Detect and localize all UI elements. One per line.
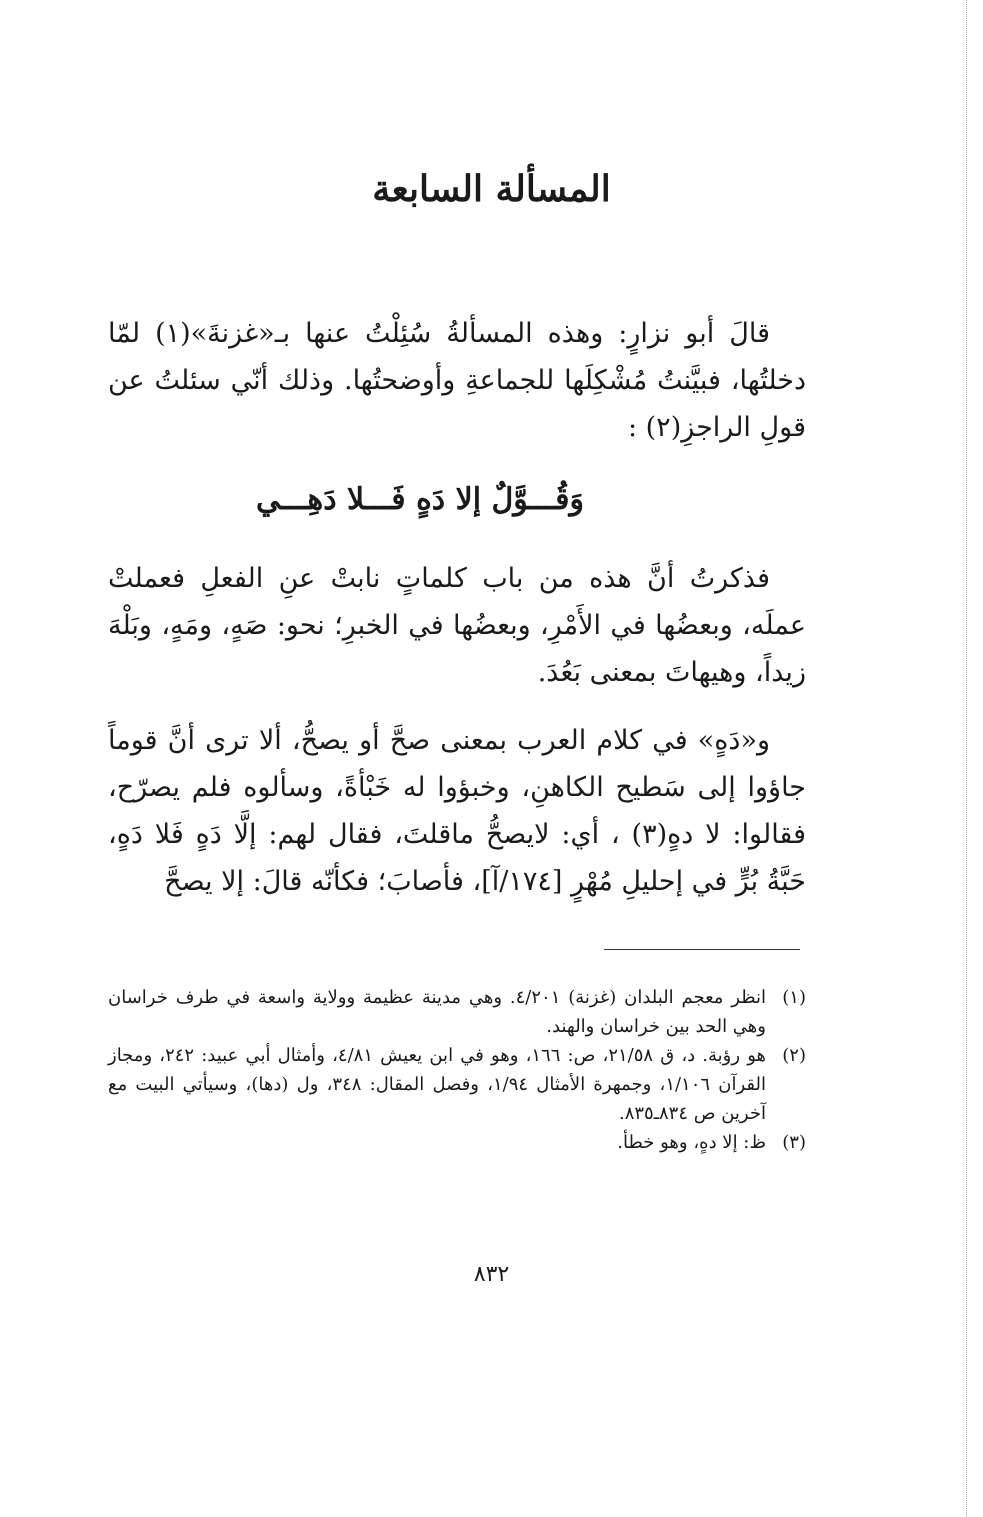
page-number: ٨٣٢ xyxy=(473,1262,510,1287)
footnotes xyxy=(108,983,806,1157)
footnote-number: (٢) xyxy=(782,1045,806,1066)
footnote-text: انظر معجم البلدان (غزنة) ٤/٢٠١. وهي مدينة عظيمة وولاية واسعة في طرف خراسان وهي الحد بين خراسان والهند. xyxy=(108,987,766,1037)
verse-line: وَقُـــوَّلٌ إلا دَهٍ فَـــلا دَهِـــي xyxy=(256,482,584,517)
footnote-text: ظ: إلا دهٍ، وهو خطأ. xyxy=(617,1132,766,1153)
footnote-1 xyxy=(108,983,806,1041)
page-edge-dotted-line xyxy=(966,0,967,1517)
chapter-title: المسألة السابعة xyxy=(372,168,611,210)
footnote-number: (٣) xyxy=(782,1132,806,1153)
footnote-3 xyxy=(108,1128,806,1157)
footnote-separator xyxy=(604,949,800,950)
paragraph-1: قالَ أبو نزارٍ: وهذه المسألةُ سُئِلْتُ عنها بـ«غزنةَ»(١) لمّا دخلتُها، فبيَّنتُ مُشْكِلَها للجماعةِ وأوضحتُها. وذلك أنّي سئلتُ عن قولِ الراجزِ(٢) : xyxy=(108,318,806,443)
footnote-text: هو رؤبة. د، ق ٢١/٥٨، ص: ١٦٦، وهو في ابن يعيش ٤/٨١، وأمثال أبي عبيد: ٢٤٢، ومجاز القرآن ١/١٠٦، وجمهرة الأمثال ١/٩٤، وفصل المقال: ٣٤٨، ول (دها)، وسيأتي البيت مع آخرين ص ٨٣٤ـ٨٣٥. xyxy=(108,1045,767,1124)
paragraph-3: و«دَهٍ» في كلام العرب بمعنى صحَّ أو يصحُّ، ألا ترى أنَّ قوماً جاؤوا إلى سَطيح الكاهنِ، وخبؤوا له خَبْأةً، وسألوه فلم يصرّح، فقالوا: لا دهٍ(٣) ، أي: لايصحُّ ماقلتَ، فقال لهم: إلَّا دَهٍ فَلا دَهٍ، حَبَّةُ بُرٍّ في إحليلِ مُهْرٍ [١٧٤/آ]، فأصابَ؛ فكأنّه قالَ: إلا يصحَّ xyxy=(108,725,806,897)
footnote-number: (١) xyxy=(782,987,806,1008)
paragraph-2: فذكرتُ أنَّ هذه من باب كلماتٍ نابتْ عنِ الفعلِ فعملتْ عملَه، وبعضُها في الأَمْرِ، وبعضُها في الخبرِ؛ نحو: صَهٍ، ومَهٍ، وبَلْهَ زيداً، وهيهاتَ بمعنى بَعُدَ. xyxy=(108,563,806,688)
footnote-2 xyxy=(108,1041,806,1128)
